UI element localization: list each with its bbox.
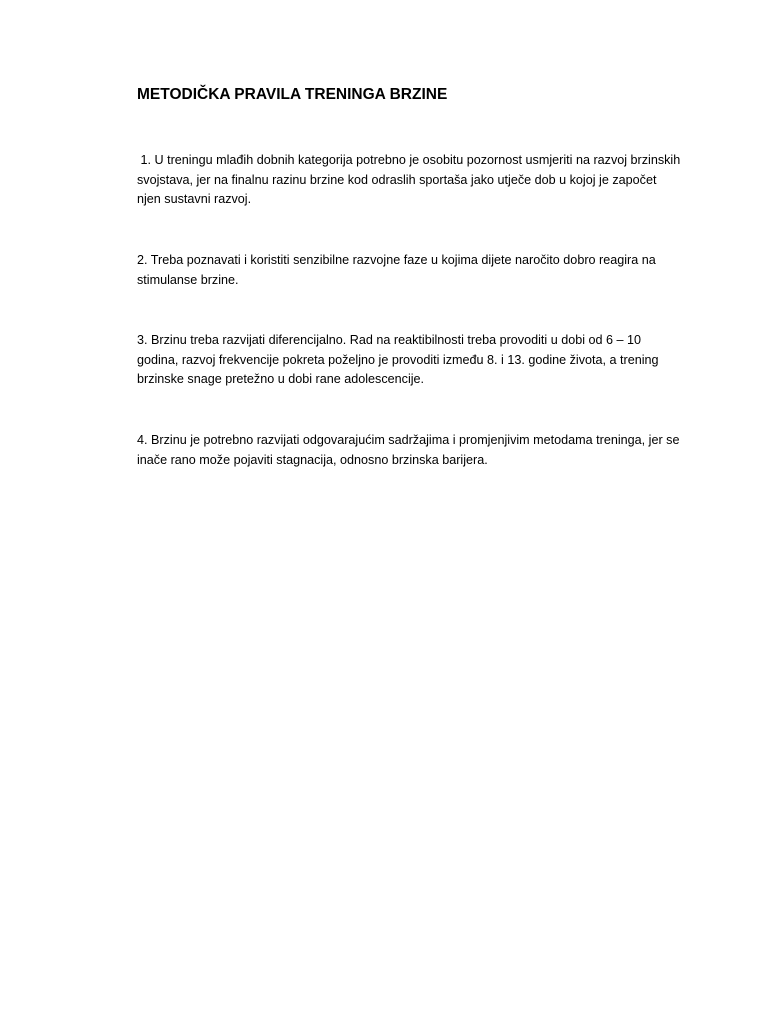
paragraph-3: 3. Brzinu treba razvijati diferencijalno. Rad na reaktibilnosti treba provoditi u dobi od 6 – 10 godina, razvoj frekvencije pokreta poželjno je provoditi između 8. i 13. godine života, a trening brzinske snage pretežno u dobi rane adolescencije.: [137, 333, 659, 386]
paragraph-4: 4. Brzinu je potrebno razvijati odgovarajućim sadržajima i promjenjivim metodama treninga, jer se inače rano može pojaviti stagnacija, odnosno brzinska barijera.: [137, 433, 680, 467]
paragraph-2: 2. Treba poznavati i koristiti senzibilne razvojne faze u kojima dijete naročito dobro reagira na stimulanse brzine.: [137, 253, 656, 287]
paragraph-1: 1. U treningu mlađih dobnih kategorija potrebno je osobitu pozornost usmjeriti na razvoj brzinskih svojstava, jer na finalnu razinu brzine kod odraslih sportaša jako utječe dob u kojoj je započet njen sustavni razvoj.: [137, 153, 684, 206]
document-title: METODIČKA PRAVILA TRENINGA BRZINE: [137, 86, 448, 103]
